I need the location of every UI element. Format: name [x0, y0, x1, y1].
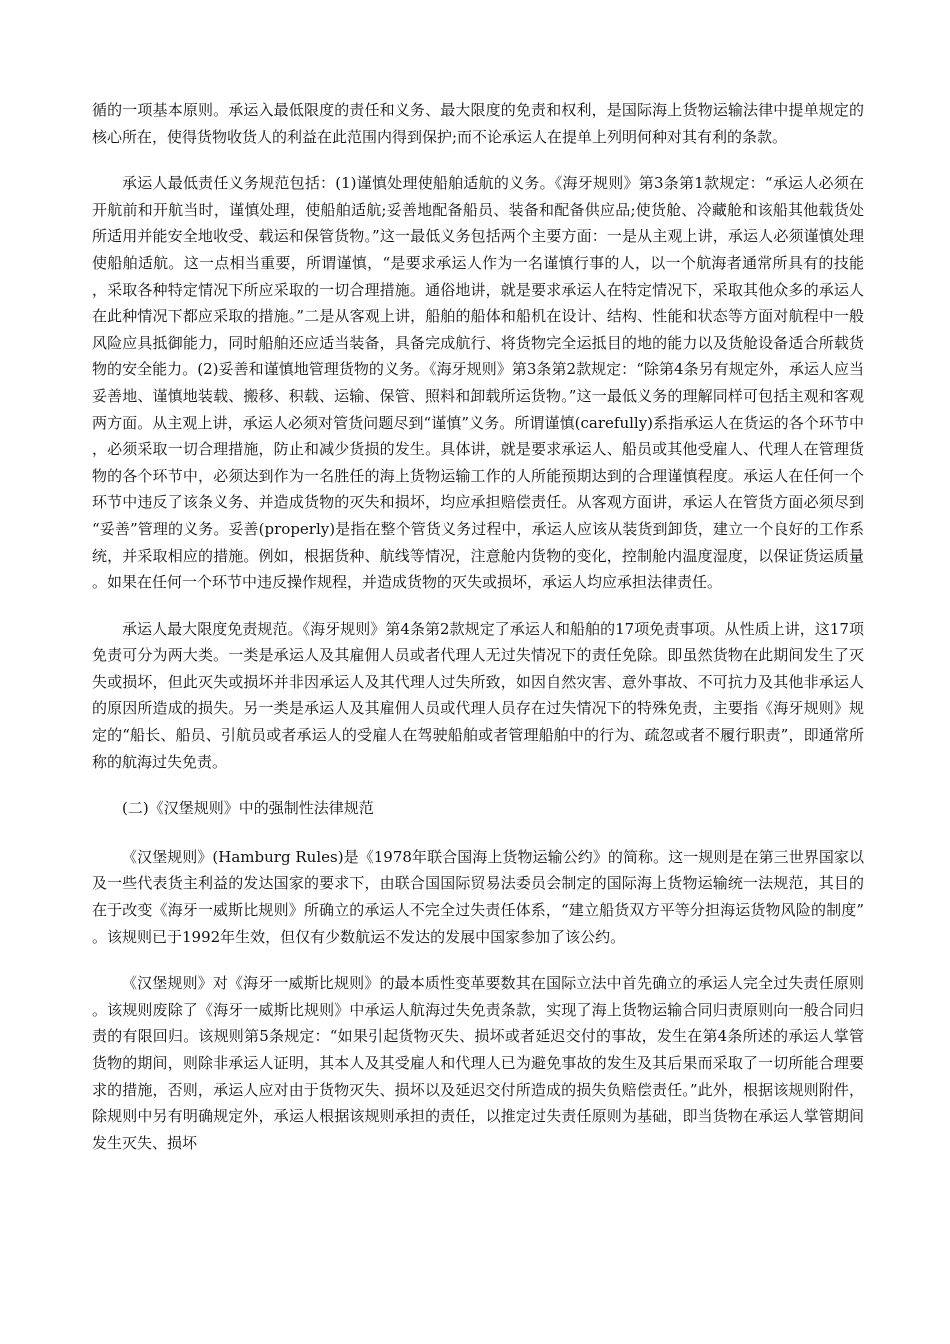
paragraph-hamburg-fault-principle: 《汉堡规则》对《海牙一威斯比规则》的最本质性变革要数其在国际立法中首先确立的承运人完全过失责任原则。该规则废除了《海牙一威斯比规则》中承运人航海过失免责条款，实现了海上货物运输合同归责原则向一般合同归责的有限回归。该规则第5条规定：“如果引起货物灭失、损坏或者延迟交付的事故，发生在第4条所述的承运人掌管货物的期间，则除非承运人证明，其本人及其受雇人和代理人已为避免事故的发生及其后果而采取了一切所能合理要求的措施，否则，承运人应对由于货物灭失、损坏以及延迟交付所造成的损失负赔偿责任。”此外，根据该规则附件，除规则中另有明确规定外，承运人根据该规则承担的责任，以推定过失责任原则为基础，即当货物在承运人掌管期间发生灭失、损坏	[92, 974, 864, 1152]
paragraph-maximum-exemption: 承运人最大限度免责规范。《海牙规则》第4条第2款规定了承运人和船舶的17项免责事项。从性质上讲，这17项免责可分为两大类。一类是承运人及其雇佣人员或者代理人无过失情况下的责任免除。即虽然货物在此期间发生了灭失或损坏，但此灭失或损坏并非因承运人及其代理人过失所致，如因自然灾害、意外事故、不可抗力及其他非承运人的原因所造成的损失。另一类是承运人及其雇佣人员或代理人员存在过失情况下的特殊免责，主要指《海牙规则》规定的“船长、船员、引航员或者承运人的受雇人在驾驶船舶或者管理船舶中的行为、疏忽或者不履行职责”，即通常所称的航海过失免责。	[92, 619, 864, 771]
paragraph-minimum-liability: 承运人最低责任义务规范包括：(1)谨慎处理使船舶适航的义务。《海牙规则》第3条第1款规定：“承运人必须在开航前和开航当时，谨慎处理，使船舶适航;妥善地配备船员、装备和配备供应品;使货舱、冷藏舱和该船其他载货处所适用并能安全地收受、载运和保管货物。”这一最低义务包括两个主要方面：一是从主观上讲，承运人必须谨慎处理使船舶适航。这一点相当重要，所谓谨慎，“是要求承运人作为一名谨慎行事的人，以一个航海者通常所具有的技能，采取各种特定情况下所应采取的一切合理措施。通俗地讲，就是要求承运人在特定情况下，采取其他众多的承运人在此种情况下都应采取的措施。”二是从客观上讲，船舶的船体和船机在设计、结构、性能和状态等方面对航程中一般风险应具抵御能力，同时船舶还应适当装备，具备完成航行、将货物完全运抵目的地的能力以及货舱设备适合所载货物的安全能力。(2)妥善和谨慎地管理货物的义务。《海牙规则》第3条第2款规定：“除第4条另有规定外，承运人应当妥善地、谨慎地装载、搬移、积载、运输、保管、照料和卸载所运货物。”这一最低义务的理解同样可包括主观和客观两方面。从主观上讲，承运人必须对管货问题尽到“谨慎”义务。所谓谨慎(carefully)系指承运人在货运的各个环节中，必须采取一切合理措施，防止和减少货损的发生。具体讲，就是要求承运人、船员或其他受雇人、代理人在管理货物的各个环节中，必须达到作为一名胜任的海上货物运输工作的人所能预期达到的合理谨慎程度。承运人在任何一个环节中违反了该条义务、并造成货物的灭失和损坏，均应承担赔偿责任。从客观方面讲，承运人在管货方面必须尽到“妥善”管理的义务。妥善(properly)是指在整个管货义务过程中，承运人应该从装货到卸货，建立一个良好的工作系统，并采取相应的措施。例如，根据货种、航线等情况，注意舱内货物的变化，控制舱内温度湿度，以保证货运质量。如果在任何一个环节中违反操作规程，并造成货物的灭失或损坏，承运人均应承担法律责任。	[92, 174, 864, 592]
document-page	[92, 97, 864, 1176]
paragraph-continuation: 循的一项基本原则。承运入最低限度的责任和义务、最大限度的免责和权利，是国际海上货物运输法律中提单规定的核心所在，使得货物收货人的利益在此范围内得到保护;而不论承运人在提单上列明何种对其有利的条款。	[92, 101, 864, 146]
paragraph-hamburg-intro: 《汉堡规则》(Hamburg Rules)是《1978年联合国海上货物运输公约》的简称。这一规则是在第三世界国家以及一些代表货主利益的发达国家的要求下，由联合国国际贸易法委员会制定的国际海上货物运输统一法规范，其目的在于改变《海牙一威斯比规则》所确立的承运人不完全过失责任体系，“建立船货双方平等分担海运货物风险的制度”。该规则已于1992年生效，但仅有少数航运不发达的发展中国家参加了该公约。	[92, 847, 864, 946]
section-heading-hamburg-rules: (二)《汉堡规则》中的强制性法律规范	[122, 799, 374, 818]
